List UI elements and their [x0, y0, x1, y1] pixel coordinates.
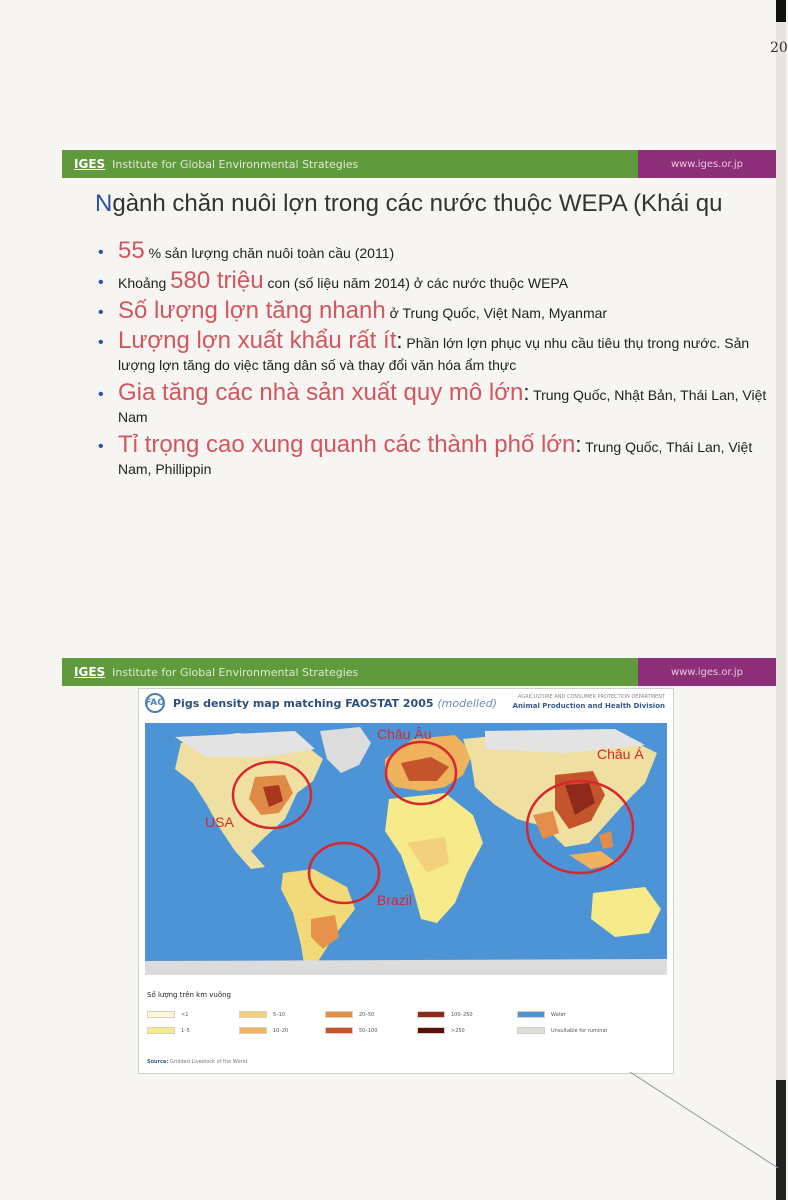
world-map: [145, 723, 667, 975]
bullet-item: • Lượng lợn xuất khẩu rất ít: Phần lớn lợn phục vụ nhu cầu tiêu thụ trong nước. Sản lượng lợn tăng do việc tăng dân số và thay đổi văn hóa ẩm thực: [98, 327, 750, 373]
legend-swatch: [147, 1027, 175, 1034]
slide-title: Ngành chăn nuôi lợn trong các nước thuộc WEPA (Khái qu: [95, 190, 723, 217]
legend-label: 10–20: [273, 1027, 289, 1034]
legend-title: Số lượng trên km vuông: [147, 991, 231, 999]
institute-name: Institute for Global Environmental Strategies: [112, 665, 359, 679]
density-map-panel: [138, 688, 674, 1074]
legend-swatch: [325, 1027, 353, 1034]
legend-label: <1: [181, 1011, 189, 1018]
slide-banner-bottom: [62, 658, 776, 686]
legend-item: [517, 1027, 607, 1034]
label-usa: USA: [205, 814, 234, 830]
legend-label: >250: [451, 1027, 465, 1034]
iges-logo: IGES: [74, 157, 106, 171]
iges-logo: IGES: [74, 665, 106, 679]
bullet-item: • Số lượng lợn tăng nhanh ở Trung Quốc, Việt Nam, Myanmar: [98, 297, 608, 324]
bullet-item: • Tỉ trọng cao xung quanh các thành phố lớn: Trung Quốc, Thái Lan, Việt Nam, Phillippin: [98, 431, 753, 477]
legend-label: 100–250: [451, 1011, 473, 1018]
fao-logo-icon: FAO: [145, 693, 165, 713]
legend-item: [239, 1027, 288, 1034]
pen-mark: [630, 1072, 780, 1172]
institute-name: Institute for Global Environmental Strategies: [112, 157, 359, 171]
iges-url: www.iges.or.jp: [638, 658, 776, 686]
legend-item: [517, 1011, 566, 1018]
legend-label: 20–50: [359, 1011, 375, 1018]
map-title: Pigs density map matching FAOSTAT 2005 (modelled): [173, 697, 497, 710]
legend-item: [147, 1011, 188, 1018]
source-note: Source: Gridded Livestock of the World: [147, 1059, 248, 1065]
label-asia: Châu Á: [597, 746, 644, 762]
slide-banner-top: [62, 150, 776, 178]
legend-swatch: [517, 1027, 545, 1034]
department-label: AGRICULTURE AND CONSUMER PROTECTION DEPARTMENT Animal Production and Health Division: [512, 694, 665, 710]
legend-swatch: [417, 1027, 445, 1034]
label-europe: Châu Âu: [377, 726, 432, 742]
bullet-item: • 55 % sản lượng chăn nuôi toàn cầu (2011): [98, 237, 395, 264]
legend-item: [325, 1011, 374, 1018]
legend-swatch: [417, 1011, 445, 1018]
legend-item: [417, 1027, 465, 1034]
legend-item: [325, 1027, 377, 1034]
legend-label: 5–10: [273, 1011, 286, 1018]
bullet-list: [96, 237, 776, 486]
legend-item: [239, 1011, 285, 1018]
legend-label: Unsuitable for ruminat: [551, 1027, 608, 1034]
iges-url: www.iges.or.jp: [638, 150, 776, 178]
bullet-item: • Gia tăng các nhà sản xuất quy mô lớn: Trung Quốc, Nhật Bản, Thái Lan, Việt Nam: [98, 379, 767, 425]
legend-label: 50–100: [359, 1027, 378, 1034]
page-edge: [776, 0, 786, 1200]
legend-item: [417, 1011, 473, 1018]
bullet-item: • Khoảng 580 triệu con (số liệu năm 2014) ở các nước thuộc WEPA: [98, 267, 569, 294]
legend-item: [147, 1027, 190, 1034]
legend-swatch: [239, 1027, 267, 1034]
page-number: 20: [770, 40, 788, 56]
legend-swatch: [147, 1011, 175, 1018]
label-brazil: Brazil: [377, 892, 413, 908]
legend-label: 1–5: [181, 1027, 190, 1034]
legend-swatch: [517, 1011, 545, 1018]
legend-swatch: [325, 1011, 353, 1018]
legend-swatch: [239, 1011, 267, 1018]
legend-label: Water: [551, 1011, 566, 1018]
